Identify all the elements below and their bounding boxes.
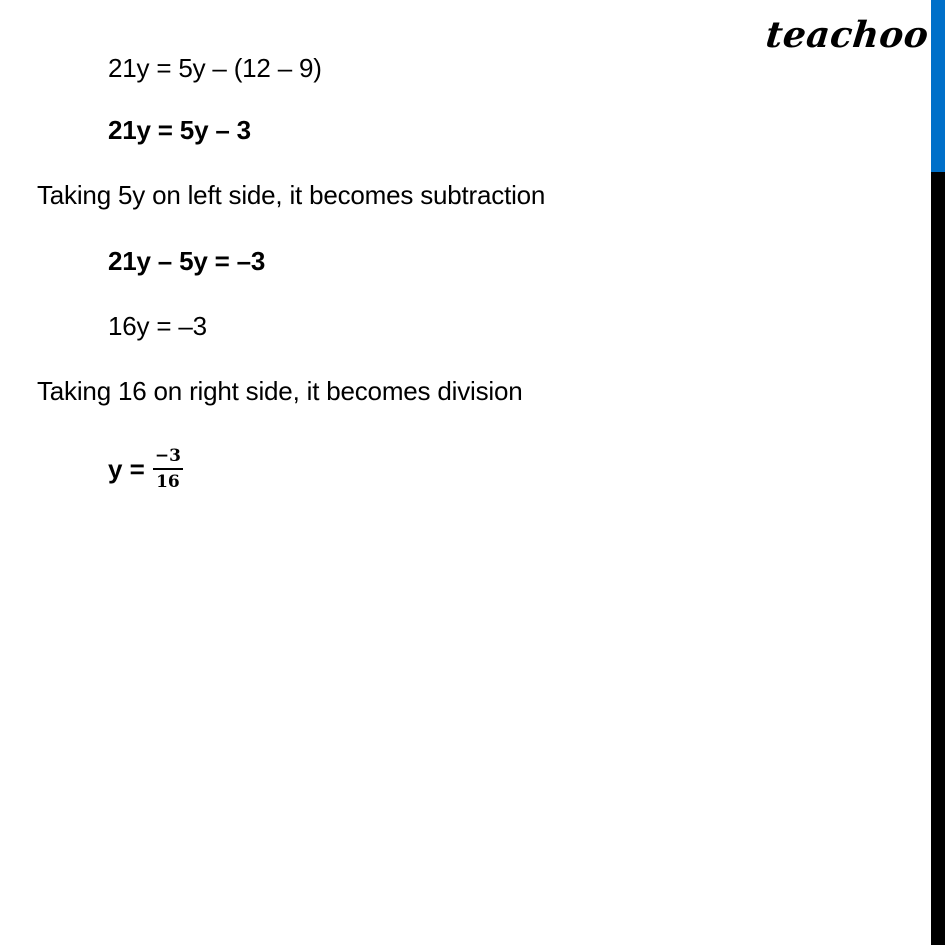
result-equation [108,446,183,492]
side-accent-bar [931,0,945,945]
result-label: y = [108,453,145,484]
equation-line-1: 21y = 5y – (12 – 9) [108,53,322,83]
explanation-line-2: Taking 16 on right side, it becomes division [37,376,523,406]
side-bar-blue-segment [931,0,945,172]
equation-line-2: 21y = 5y – 3 [108,115,251,145]
fraction-denominator: 16 [156,472,180,492]
equation-line-4: 16y = –3 [108,311,207,341]
side-bar-black-segment [931,172,945,945]
equation-line-3: 21y – 5y = –3 [108,246,266,276]
fraction-bar [153,468,183,470]
teachoo-logo: teachoo [763,14,931,56]
result-fraction [153,446,183,492]
fraction-numerator: −3 [154,446,181,466]
explanation-line-1: Taking 5y on left side, it becomes subtraction [37,180,546,210]
